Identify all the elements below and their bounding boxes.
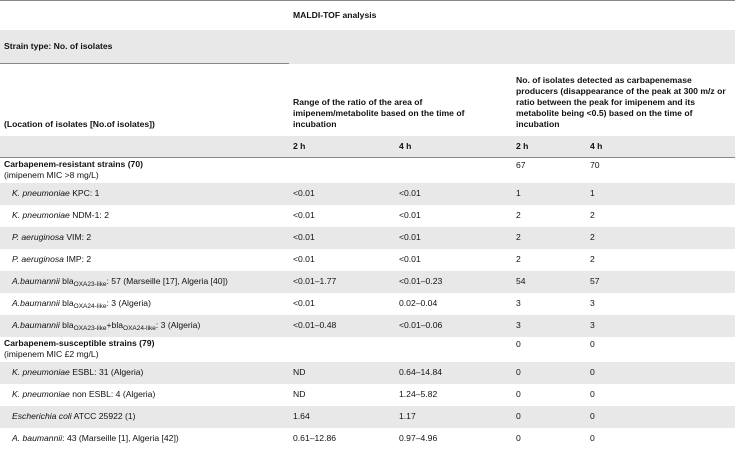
detected-4h-cell: 57 [590, 276, 600, 286]
susceptible-group-detected-4h: 0 [590, 338, 595, 349]
isolate-details: non ESBL: 4 (Algeria) [69, 389, 156, 399]
range-4h-cell: 1.24–5.82 [399, 389, 438, 399]
detected-header: No. of isolates detected as carbapenemase producers (disappearance of the peak at 300 m/z or ratio between the peak for imipenem and its metabolite being <0.5) based on the time of incubation [516, 74, 726, 129]
detected-4h-cell: 0 [590, 433, 595, 443]
gene-prefix: bla [59, 298, 74, 308]
range-2h-cell: 0.61–12.86 [293, 433, 337, 443]
isolate-cell [0, 183, 289, 205]
gene-prefix: +bla [106, 320, 124, 330]
range-2h-cell: <0.01 [293, 254, 315, 264]
table-row [0, 205, 735, 227]
range-4h-cell: <0.01–0.23 [399, 276, 443, 286]
species-name: A.baumannii [12, 276, 60, 286]
isolate-cell [0, 315, 289, 337]
range-4h-cell: <0.01 [399, 232, 421, 242]
gene-subscript: OXA23-like [73, 281, 107, 288]
detected-2h-cell: 0 [516, 433, 521, 443]
range-2h-cell: <0.01–1.77 [293, 276, 337, 286]
detected-2h-cell: 0 [516, 411, 521, 421]
detected-2h-cell: 1 [516, 188, 521, 198]
detected-4h-cell: 1 [590, 188, 595, 198]
gene-prefix: bla [59, 276, 74, 286]
isolate-details: NDM-1: 2 [69, 210, 109, 220]
isolate-cell [0, 384, 289, 406]
header-row-description [0, 64, 735, 136]
table-row [0, 315, 735, 337]
isolate-cell [0, 362, 289, 384]
isolate-details: IMP: 2 [63, 254, 92, 264]
range-4h-cell: <0.01 [399, 188, 421, 198]
gene-prefix: bla [59, 320, 74, 330]
location-header: (Location of isolates [No.of isolates]) [4, 118, 155, 129]
isolate-cell [0, 271, 289, 293]
isolate-details: : 3 (Algeria) [106, 298, 151, 308]
detected-4h-header: 4 h [586, 136, 735, 158]
isolate-details: : 3 (Algeria) [155, 320, 201, 330]
strain-type-header: Strain type: No. of isolates [0, 30, 289, 64]
header-row-times [0, 136, 735, 158]
header-row-maldi [0, 1, 735, 30]
range-4h-cell: <0.01–0.06 [399, 320, 443, 330]
isolate-details: : 43 (Marseille [1], Algeria [42]) [62, 433, 179, 443]
species-name: P. aeruginosa [12, 254, 64, 264]
susceptible-group-label [0, 337, 289, 362]
detected-2h-cell: 0 [516, 389, 521, 399]
detected-4h-cell: 2 [590, 232, 595, 242]
detected-2h-cell: 2 [516, 254, 521, 264]
detected-2h-cell: 0 [516, 367, 521, 377]
range-4h-cell: <0.01 [399, 210, 421, 220]
resistant-rows [0, 183, 735, 337]
isolate-details: KPC: 1 [69, 188, 100, 198]
species-name: A.baumannii [12, 298, 60, 308]
isolate-cell [0, 227, 289, 249]
detected-4h-cell: 2 [590, 254, 595, 264]
range-2h-cell: <0.01–0.48 [293, 320, 337, 330]
range-2h-cell: <0.01 [293, 210, 315, 220]
gene-subscript: OXA24-like [73, 303, 107, 310]
range-2h-cell: <0.01 [293, 298, 315, 308]
resistant-group-subtitle: (imipenem MIC >8 mg/L) [4, 170, 99, 181]
detected-4h-cell: 2 [590, 210, 595, 220]
range-2h-cell: 1.64 [293, 411, 310, 421]
isolate-details: ESBL: 31 (Algeria) [69, 367, 144, 377]
species-name: K. pneumoniae [12, 188, 70, 198]
species-name: A. baumannii [12, 433, 63, 443]
table-row [0, 293, 735, 315]
detected-4h-cell: 3 [590, 298, 595, 308]
resistant-group-label [0, 158, 289, 183]
group-row-susceptible [0, 337, 735, 362]
header-row-strain [0, 30, 735, 64]
susceptible-rows [0, 362, 735, 450]
table-row [0, 227, 735, 249]
isolate-cell [0, 205, 289, 227]
species-name: K. pneumoniae [12, 389, 70, 399]
table-row [0, 271, 735, 293]
resistant-group-title: Carbapenem-resistant strains (70) [4, 159, 143, 170]
isolate-cell [0, 293, 289, 315]
gene-subscript: OXA23-like [73, 325, 107, 332]
table-row [0, 428, 735, 450]
detected-2h-cell: 2 [516, 210, 521, 220]
isolate-details: VIM: 2 [63, 232, 92, 242]
table-row [0, 249, 735, 271]
detected-4h-cell: 3 [590, 320, 595, 330]
resistant-group-detected-2h: 67 [516, 160, 526, 170]
table-row [0, 384, 735, 406]
table-row [0, 406, 735, 428]
table-row [0, 362, 735, 384]
detected-4h-cell: 0 [590, 411, 595, 421]
range-header: Range of the ratio of the area of imipenem/metabolite based on the time of incubation [293, 96, 465, 129]
range-4h-cell: 0.97–4.96 [399, 433, 438, 443]
isolate-cell [0, 428, 289, 450]
susceptible-group-detected-2h: 0 [516, 338, 521, 349]
range-2h-cell: ND [293, 367, 306, 377]
detected-2h-header: 2 h [512, 136, 586, 158]
susceptible-group-subtitle: (imipenem MIC £2 mg/L) [4, 349, 99, 359]
range-2h-header: 2 h [289, 136, 395, 158]
species-name: K. pneumoniae [12, 210, 70, 220]
range-4h-cell: 0.02–0.04 [399, 298, 438, 308]
group-row-resistant [0, 158, 735, 183]
table-row [0, 183, 735, 205]
isolate-details: ATCC 25922 (1) [71, 411, 136, 421]
range-4h-cell: <0.01 [399, 254, 421, 264]
range-4h-cell: 0.64–14.84 [399, 367, 443, 377]
detected-2h-cell: 54 [516, 276, 526, 286]
species-name: P. aeruginosa [12, 232, 64, 242]
detected-2h-cell: 2 [516, 232, 521, 242]
detected-4h-cell: 0 [590, 367, 595, 377]
detected-4h-cell: 0 [590, 389, 595, 399]
maldi-header: MALDI-TOF analysis [289, 1, 735, 30]
detected-2h-cell: 3 [516, 298, 521, 308]
range-2h-cell: <0.01 [293, 232, 315, 242]
gene-subscript: OXA24-like [123, 325, 156, 332]
isolate-cell [0, 406, 289, 428]
range-2h-cell: ND [293, 389, 306, 399]
isolate-cell [0, 249, 289, 271]
resistant-group-detected-4h: 70 [590, 160, 600, 170]
range-4h-cell: 1.17 [399, 411, 416, 421]
species-name: K. pneumoniae [12, 367, 70, 377]
species-name: A.baumannii [12, 320, 60, 330]
detected-2h-cell: 3 [516, 320, 521, 330]
range-2h-cell: <0.01 [293, 188, 315, 198]
susceptible-group-title: Carbapenem-susceptible strains (79) [4, 338, 155, 348]
species-name: Escherichia coli [12, 411, 72, 421]
isolate-details: : 57 (Marseille [17], Algeria [40]) [106, 276, 228, 286]
range-4h-header: 4 h [395, 136, 512, 158]
